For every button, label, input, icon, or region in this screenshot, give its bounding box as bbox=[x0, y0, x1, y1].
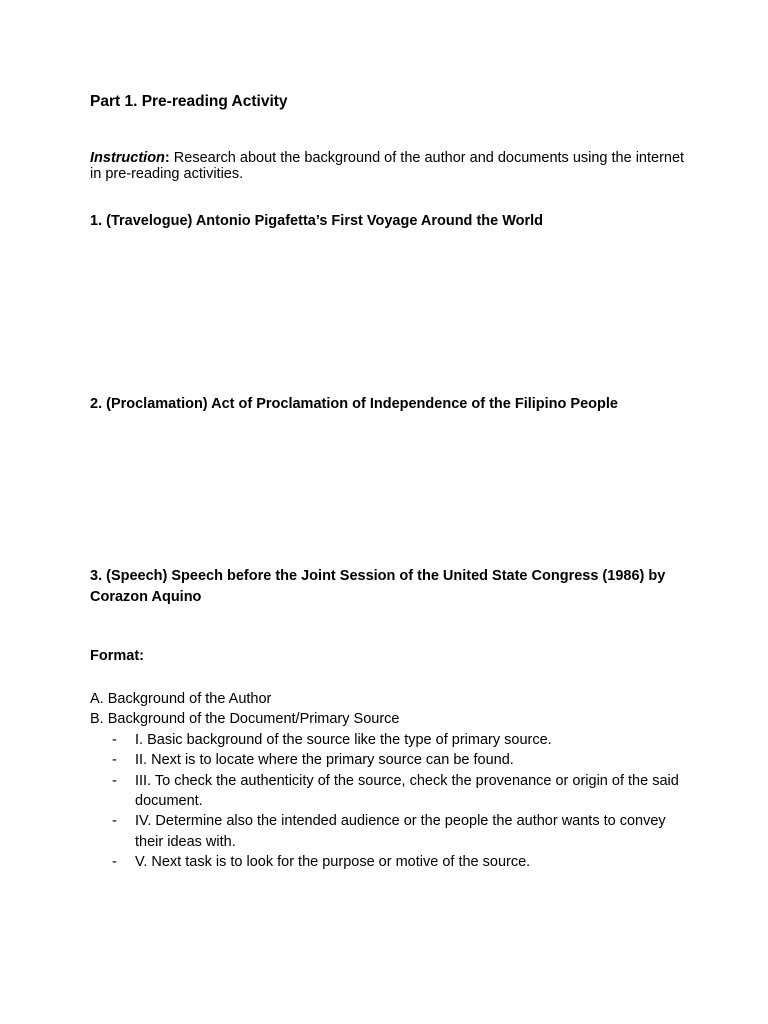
format-subitem-2 bbox=[90, 750, 690, 770]
format-subitem-3 bbox=[90, 771, 690, 812]
activity-item-3: 3. (Speech) Speech before the Joint Session of the United State Congress (1986) by Corazon Aquino bbox=[90, 568, 666, 605]
format-list bbox=[90, 689, 690, 873]
instruction-text: Research about the background of the author and documents using the internet in pre-reading activities. bbox=[90, 150, 685, 182]
instruction-paragraph bbox=[90, 150, 690, 182]
format-subitem-text: IV. Determine also the intended audience or the people the author wants to convey their ideas with. bbox=[135, 813, 666, 850]
part-title: Part 1. Pre-reading Activity bbox=[90, 93, 288, 110]
format-subitem-text: V. Next task is to look for the purpose or motive of the source. bbox=[135, 854, 531, 871]
format-subitem-text: I. Basic background of the source like the type of primary source. bbox=[135, 731, 552, 748]
format-section-a: A. Background of the Author bbox=[90, 691, 272, 707]
instruction-label: Instruction bbox=[90, 150, 165, 166]
format-subitem-1 bbox=[90, 730, 690, 750]
activity-item-1: 1. (Travelogue) Antonio Pigafetta’s First Voyage Around the World bbox=[90, 213, 544, 229]
format-sublist bbox=[90, 730, 690, 873]
format-label: Format: bbox=[90, 648, 144, 664]
dash-bullet: - bbox=[112, 813, 117, 830]
dash-bullet: - bbox=[112, 731, 117, 748]
format-subitem-4 bbox=[90, 811, 690, 852]
format-subitem-text: II. Next is to locate where the primary source can be found. bbox=[135, 752, 514, 769]
dash-bullet: - bbox=[112, 752, 117, 769]
dash-bullet: - bbox=[112, 772, 117, 789]
instruction-colon: : bbox=[164, 150, 170, 166]
format-subitem-text: III. To check the authenticity of the source, check the provenance or origin of the said document. bbox=[135, 772, 679, 810]
dash-bullet: - bbox=[112, 854, 117, 871]
format-section-b: B. Background of the Document/Primary Source bbox=[90, 711, 400, 728]
activity-item-2: 2. (Proclamation) Act of Proclamation of Independence of the Filipino People bbox=[90, 396, 618, 412]
format-subitem-5 bbox=[90, 852, 690, 872]
